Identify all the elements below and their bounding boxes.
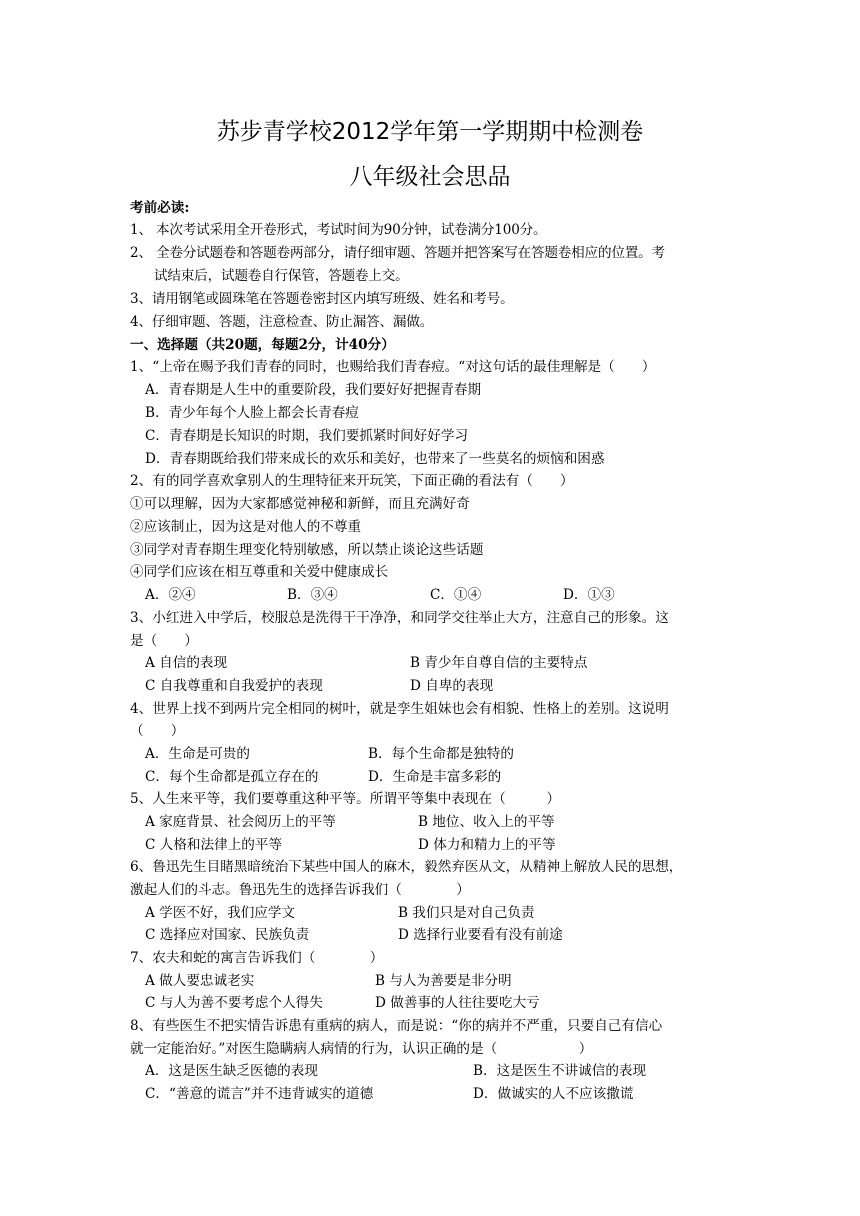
q4-option-b: B．每个生命都是独特的	[368, 746, 514, 762]
q6-stem-line-1: 6、鲁迅先生目睹黑暗统治下某些中国人的麻木，毅然弃医从文，从精神上解放人民的思想，	[130, 859, 683, 875]
q1-option-d: D．青春期既给我们带来成长的欢乐和美好，也带来了一些莫名的烦恼和困惑	[145, 451, 605, 467]
q2-statement-2: ②应该制止，因为这是对他人的不尊重	[130, 519, 362, 535]
q4-option-c: C．每个生命都是孤立存在的	[145, 769, 319, 785]
notice-item-2-cont: 试结束后，试题卷自行保管，答题卷上交。	[154, 268, 409, 284]
q7-option-b: B 与人为善要是非分明	[375, 973, 512, 989]
q4-option-a: A．生命是可贵的	[145, 746, 250, 762]
q2-stem: 2、有的同学喜欢拿别人的生理特征来开玩笑，下面正确的看法有（ ）	[130, 473, 574, 489]
notice-item-2: 2、 全卷分试题卷和答题卷两部分，请仔细审题、答题并把答案写在答题卷相应的位置。考	[130, 245, 665, 261]
q2-option-c: C．①④	[430, 587, 482, 603]
q7-option-a: A 做人要忠诚老实	[145, 973, 255, 989]
q2-option-d: D．①③	[563, 587, 615, 603]
q3-option-a: A 自信的表现	[145, 655, 228, 671]
q8-option-b: B．这是医生不讲诚信的表现	[473, 1063, 647, 1079]
q3-option-d: D 自卑的表现	[410, 678, 494, 694]
q3-stem-line-1: 3、小红进入中学后，校服总是洗得干干净净，和同学交往举止大方，注意自己的形象。这	[130, 610, 669, 626]
q7-stem: 7、农夫和蛇的寓言告诉我们（ ）	[130, 950, 384, 966]
q4-stem-line-1: 4、世界上找不到两片完全相同的树叶，就是孪生姐妹也会有相貌、性格上的差别。这说明	[130, 701, 669, 717]
q5-stem: 5、人生来平等，我们要尊重这种平等。所谓平等集中表现在（ ）	[130, 791, 561, 807]
q7-option-d: D 做善事的人往往要吃大亏	[375, 995, 540, 1011]
q2-statement-4: ④同学们应该在相互尊重和关爱中健康成长	[130, 564, 389, 580]
q6-option-a: A 学医不好，我们应学文	[145, 905, 296, 921]
notice-item-4: 4、仔细审题、答题，注意检查、防止漏答、漏做。	[130, 314, 434, 330]
q4-stem-line-2: （ ）	[130, 723, 185, 739]
q2-statement-1: ①可以理解，因为大家都感觉神秘和新鲜，而且充满好奇	[130, 496, 470, 512]
q2-statement-3: ③同学对青春期生理变化特别敏感，所以禁止谈论这些话题	[130, 542, 484, 558]
exam-subtitle: 八年级社会思品	[349, 164, 511, 190]
q1-option-b: B．青少年每个人脸上都会长青春痘	[145, 405, 359, 421]
q1-option-a: A．青春期是人生中的重要阶段，我们要好好把握青春期	[145, 382, 482, 398]
q2-option-b: B．③④	[287, 587, 338, 603]
q5-option-d: D 体力和精力上的平等	[418, 837, 556, 853]
q5-option-a: A 家庭背景、社会阅历上的平等	[145, 814, 336, 830]
q8-option-d: D．做诚实的人不应该撒谎	[473, 1086, 634, 1102]
q5-option-c: C 人格和法律上的平等	[145, 837, 283, 853]
q2-option-a: A．②④	[145, 587, 196, 603]
q6-option-c: C 选择应对国家、民族负责	[145, 927, 310, 943]
notice-item-3: 3、请用钢笔或圆珠笔在答题卷密封区内填写班级、姓名和考号。	[130, 291, 514, 307]
q8-stem-line-2: 就一定能治好。”对医生隐瞒病人病情的行为，认识正确的是（ ）	[130, 1041, 593, 1057]
q3-option-b: B 青少年自尊自信的主要特点	[410, 655, 588, 671]
notice-item-1: 1、 本次考试采用全开卷形式，考试时间为90分钟，试卷满分100分。	[130, 222, 547, 238]
q3-stem-line-2: 是（ ）	[130, 633, 198, 649]
q8-option-c: C．“善意的谎言”并不违背诚实的道德	[145, 1086, 374, 1102]
q3-option-c: C 自我尊重和自我爱护的表现	[145, 678, 323, 694]
q4-option-d: D．生命是丰富多彩的	[368, 769, 502, 785]
q6-option-b: B 我们只是对自己负责	[398, 905, 535, 921]
q1-stem: 1、“上帝在赐予我们青春的同时，也赐给我们青春痘。“对这句话的最佳理解是（ ）	[130, 359, 656, 375]
q8-option-a: A．这是医生缺乏医德的表现	[145, 1063, 318, 1079]
q6-option-d: D 选择行业要看有没有前途	[398, 927, 563, 943]
q7-option-c: C 与人为善不要考虑个人得失	[145, 995, 323, 1011]
section-heading: 一、选择题（共20题，每题2分，计40分）	[130, 337, 395, 353]
q5-option-b: B 地位、收入上的平等	[418, 814, 555, 830]
exam-title: 苏步青学校2012学年第一学期期中检测卷	[216, 119, 644, 145]
q8-stem-line-1: 8、有些医生不把实情告诉患有重病的病人，而是说：“你的病并不严重，只要自己有信心	[130, 1018, 663, 1034]
notice-heading: 考前必读:	[130, 200, 190, 216]
q6-stem-line-2: 激起人们的斗志。鲁迅先生的选择告诉我们（ ）	[130, 882, 470, 898]
q1-option-c: C．青春期是长知识的时期，我们要抓紧时间好好学习	[145, 428, 469, 444]
